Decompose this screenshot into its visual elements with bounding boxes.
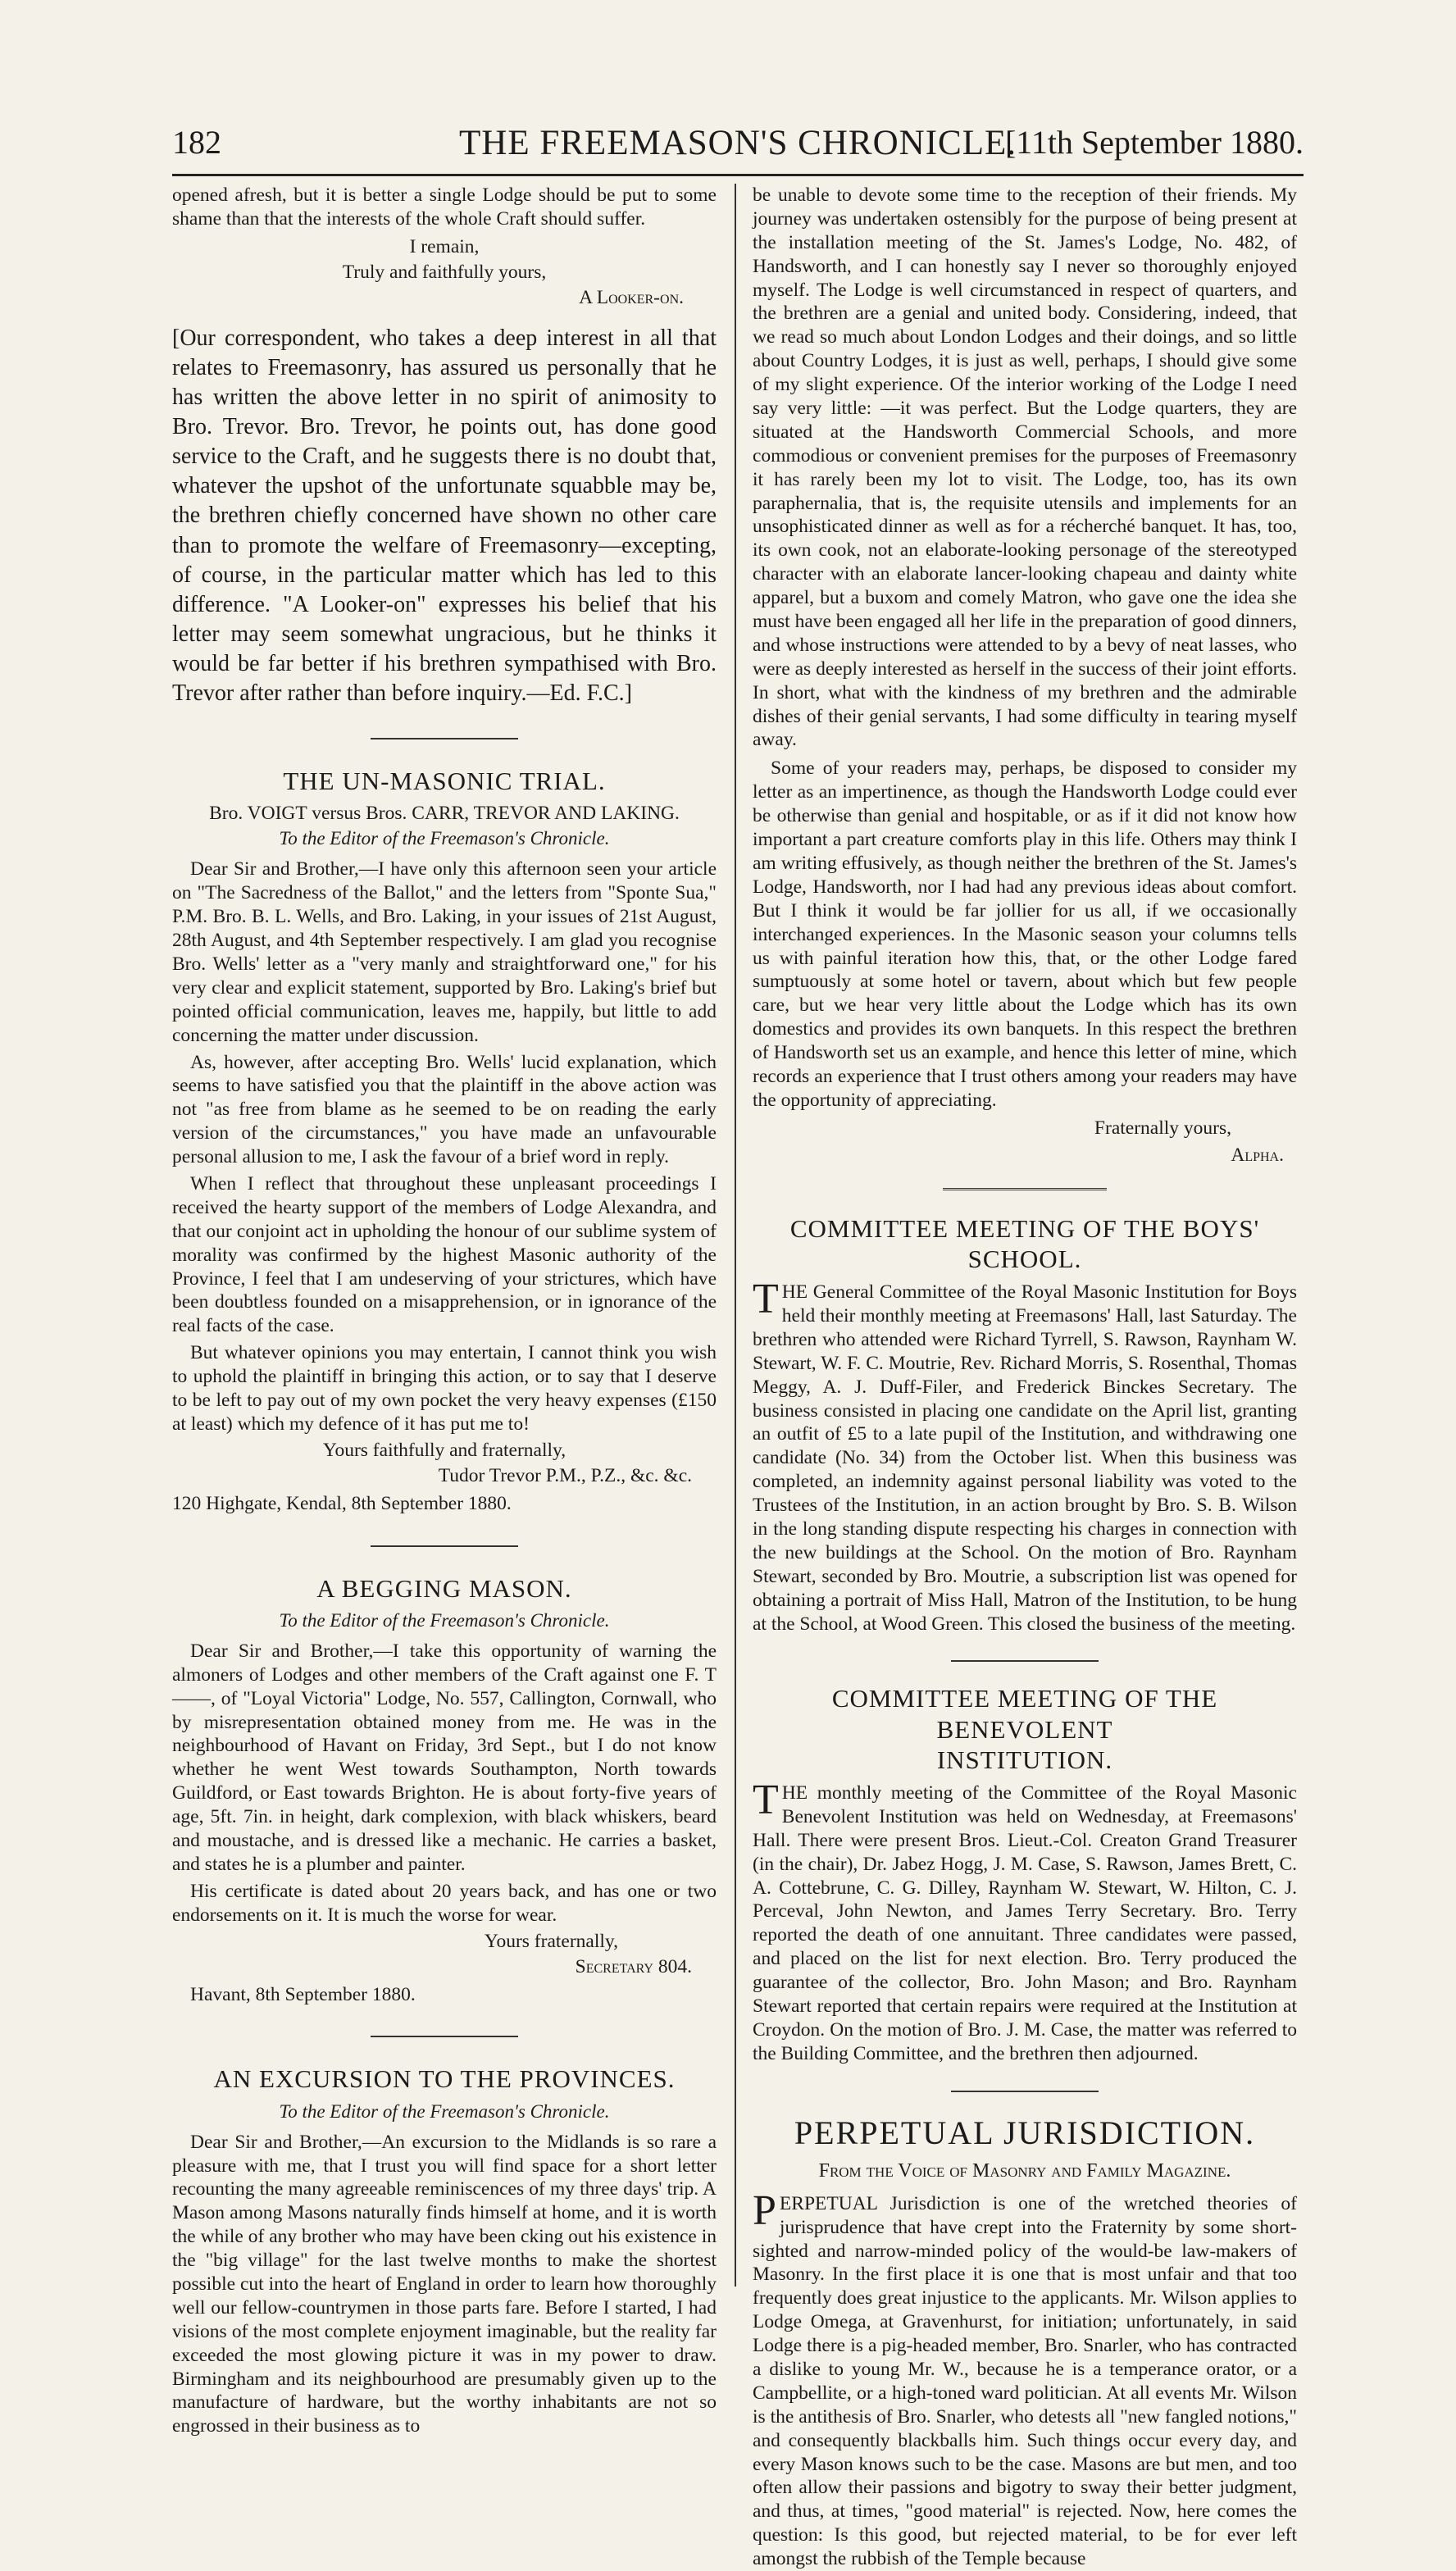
trial-heading: THE UN-MASONIC TRIAL. xyxy=(283,767,606,796)
excursion-continued-1: be unable to devote some time to the reception of their friends. My journey was undertaken ostensibly for the purpose of being present at the installation meeting of the St. James's Lodge, No. 482, of Handsworth, and I can honestly say I never so thoroughly enjoyed myself. The Lodge is well circumstanced in respect of quarters, and the brethren are a genial and united body. Considering, indeed, that we read so much about London Lodges and their doings, and so little about Country Lodges, it is just as well, perhaps, I should give some of my slight experience. Of the interior working of the Lodge I need say very little: —it was perfect. But the Lodge quarters, they are situated at the Handsworth Commercial Schools, and more commodious or convenient premises for the purposes of Freemasonry it has rarely been my lot to visit. The Lodge, too, has its own paraphernalia, that is, the requisite utensils and implements for an unsophisticated dinner as well as for a récherché banquet. It has, too, its own cook, not an elaborate-looking personage of the stereotyped character with an elaborate lancer-looking chapeau and dainty white apparel, but a buxom and comely Matron, who gave one the idea she must have been engaged all her life in the preparation of good dinners, and whose instructions were attended to by a bevy of neat lasses, who were as deeply interested as herself in the success of their joint efforts. In short, what with the kindness of my brethren and the admirable dishes of their genial servants, I had some difficulty in tearing myself away. xyxy=(753,184,1297,751)
letter-signature: A Looker-on. xyxy=(579,286,684,308)
benevolent-heading-line-2: INSTITUTION. xyxy=(936,1745,1113,1774)
masthead-rule xyxy=(172,174,1304,176)
excursion-signature: Alpha. xyxy=(1231,1144,1284,1166)
begging-paragraph-1: Dear Sir and Brother,—I take this opportunity of warning the almoners of Lodges and other members of the Craft against one F. T——, of "Loyal Victoria" Lodge, No. 557, Callington, Cornwall, who by misrepresentation obtained money from me. He was in the neighbourhood of Havant on Friday, 3rd Sept., but I do not know whether he went West towards Southampton, North towards Guildford, or East towards Brighton. He is about forty-five years of age, 5ft. 7in. in height, dark complexion, with black whiskers, beard and moustache, and is dressed like a mechanic. He carries a basket, and states he is a plumber and painter. xyxy=(172,1640,717,1875)
begging-closing: Yours fraternally, xyxy=(484,1930,618,1952)
right-column xyxy=(753,184,1297,2570)
newspaper-title: THE FREEMASON'S CHRONICLE. xyxy=(459,124,1017,162)
masthead xyxy=(172,123,1304,171)
perpetual-source: From the Voice of Masonry and Family Magazine. xyxy=(818,2159,1231,2182)
trial-to-editor: To the Editor of the Freemason's Chronicle. xyxy=(279,828,610,849)
begging-signature: Secretary 804. xyxy=(575,1955,692,1977)
section-divider xyxy=(943,1188,1107,1192)
trial-paragraph-4: But whatever opinions you may entertain, I cannot think you wish to uphold the plaintiff in bringing this action, or to say that I deserve to be left to pay out of my own pocket the very heavy expenses (£150 at least) which my defence of it has put me to! xyxy=(172,1342,717,1435)
page-number: 182 xyxy=(172,124,221,161)
trial-paragraph-3: When I reflect that throughout these unpleasant proceedings I received the hearty support of the members of Lodge Alexandra, and that our conjoint act in upholding the honour of our sublime system of morality was confirmed by the highest Masonic authority of the Province, I feel that I am undeserving of your strictures, which have been doubtless founded on a misapprehension, or in ignorance of the real facts of the case. xyxy=(172,1172,717,1337)
trial-paragraph-1: Dear Sir and Brother,—I have only this afternoon seen your article on "The Sacredness of the Ballot," and the letters from "Sponte Sua," P.M. Bro. B. L. Wells, and Bro. Laking, in your issues of 21st August, 28th August, and 4th September respectively. I am glad you recognise Bro. Wells' letter as a "very manly and straightforward one," for his very clear and explicit statement, supported by Bro. Laking's brief but pointed official communication, leaves me, happily, but little to add concerning the matter under discussion. xyxy=(172,858,717,1046)
column-divider xyxy=(735,184,736,2287)
begging-paragraph-2: His certificate is dated about 20 years back, and has one or two endorsements on it. It is much the worse for wear. xyxy=(172,1880,717,1926)
begging-heading: A BEGGING MASON. xyxy=(316,1573,572,1603)
excursion-heading: AN EXCURSION TO THE PROVINCES. xyxy=(213,2064,676,2094)
trial-closing: Yours faithfully and fraternally, xyxy=(322,1439,566,1461)
editor-note: [Our correspondent, who takes a deep interest in all that relates to Freemasonry, has assured us personally that he has written the above letter in no spirit of animosity to Bro. Trevor. Bro. Trevor, he points out, has done good service to the Craft, and he suggests there is no doubt that, whatever the upshot of the unfortunate squabble may be, the brethren chiefly concerned have shown no other care than to promote the welfare of Freemasonry—excepting, of course, in the particular matter which has led to this difference. "A Looker-on" expresses his belief that his letter may seem somewhat ungracious, but he thinks it would be far better if his brethren sympathised with Bro. Trevor after rather than before inquiry.—Ed. F.C.] xyxy=(172,325,717,707)
editor-note-block xyxy=(172,324,717,708)
looker-on-letter-end: opened afresh, but it is better a single Lodge should be put to some shame than that the interests of the whole Craft should suffer. xyxy=(172,184,717,230)
benevolent-heading-line-1: COMMITTEE MEETING OF THE BENEVOLENT xyxy=(831,1684,1218,1744)
excursion-paragraph-1: Dear Sir and Brother,—An excursion to the Midlands is so rare a pleasure with me, that I trust you will find space for a short letter recounting the many agreeable reminiscences of my three days' trip. A Mason among Masons naturally finds himself at home, and it is worth the while of any brother who may have been cking out his existence in the "big village" for the last twelve months to make the shortest possible cut into the heart of England in order to learn how thoroughly well our fellow-countrymen in those parts fare. Before I started, I had visions of the most complete enjoyment imaginable, but the reality far exceeded the most glowing picture it was in my power to draw. Birmingham and its neighbourhood are presumably given up to the manufacture of hardware, but the worthy inhabitants are not so engrossed in their business as to xyxy=(172,2131,717,2437)
boys-school-paragraph: THE General Committee of the Royal Masonic Institution for Boys held their monthly meeting at Freemasons' Hall, last Saturday. The brethren who attended were Richard Tyrrell, S. Rawson, Raynham W. Stewart, W. F. C. Moutrie, Rev. Richard Morris, S. Rosenthal, Thomas Meggy, A. J. Duff-Filer, and Frederick Binckes Secretary. The business consisted in placing one candidate on the April list, granting an outfit of £5 to a late pupil of the Institution, and withdrawing one candidate (No. 34) from the October list. When this business was completed, an indemnity against personal liability was voted to the Trustees of the Institution, in an action brought by Bro. S. B. Wilson in the long standing dispute respecting his charges in connection with the new buildings at the School. On the motion of Bro. Raynham Stewart, seconded by Bro. Moutrie, a subscription list was opened for obtaining a portrait of Miss Hall, Matron of the Institution, to be hung at the School, at Wood Green. This closed the business of the meeting. xyxy=(753,1276,1297,1635)
excursion-to-editor: To the Editor of the Freemason's Chronicle. xyxy=(279,2100,610,2122)
section-divider xyxy=(371,1545,518,1547)
begging-address: Havant, 8th September 1880. xyxy=(190,1983,416,2005)
trial-paragraph-2: As, however, after accepting Bro. Wells' lucid explanation, which seems to have satisfied you that the plaintiff in the above action was not "as free from blame as he seemed to be on reading the early version of the circumstances," you have made an unfavourable personal allusion to me, I ask the favour of a brief word in reply. xyxy=(172,1051,717,1168)
begging-to-editor: To the Editor of the Freemason's Chronicle. xyxy=(279,1609,610,1631)
letter-remain: I remain, xyxy=(409,235,480,257)
perpetual-paragraph: PERPETUAL Jurisdiction is one of the wretched theories of jurisprudence that have crept into the Fraternity by some short-sighted and narrow-minded policy of the would-be law-makers of Masonry. In the first place it is one that is most unfair and that too frequently does great injustice to the applicants. Mr. Wilson applies to Lodge Omega, at Gravenhurst, for initiation; unfortunately, in said Lodge there is a pig-headed member, Bro. Snarler, who has contracted a dislike to young Mr. W., because he is a temperance orator, or a Campbellite, or a high-toned ward politician. At all events Mr. Wilson is the antithesis of Bro. Snarler, who detests all "new fangled notions," and consequently blackballs him. Such things occur every day, and every Mason knows such to be the case. Masons are but men, and too often allow their passions and bigotry to sway their better judgment, and thus, at times, "good material" is rejected. Now, here comes the question: Is this good, but rejected material, to be for ever left amongst the rubbish of the Temple because xyxy=(753,2186,1297,2570)
letter-closing: Truly and faithfully yours, xyxy=(342,261,547,283)
benevolent-paragraph: THE monthly meeting of the Committee of the Royal Masonic Benevolent Institution was held on Wednesday, at Freemasons' Hall. There were present Bros. Lieut.-Col. Creaton Grand Treasurer (in the chair), Dr. Jabez Hogg, J. M. Case, S. Rawson, James Brett, C. A. Cottebrune, C. G. Dilley, Raynham W. Stewart, W. Hilton, C. J. Perceval, John Newton, and James Terry Secretary. Bro. Terry reported the death of one annuitant. Three candidates were passed, and placed on the list for next election. Bro. Terry produced the guarantee of the collector, Bro. John Mason; and Bro. Raynham Stewart reported that certain repairs were required at the Institution at Croydon. On the motion of Bro. J. M. Case, the matter was referred to the Building Committee, and the brethren then adjourned. xyxy=(753,1777,1297,2064)
excursion-closing: Fraternally yours, xyxy=(1094,1117,1231,1139)
excursion-continued-2: Some of your readers may, perhaps, be disposed to consider my letter as an impertinence, as though the Handsworth Lodge could ever be otherwise than genial and hospitable, or as if it did not know how important a part creature comforts play in this life. Others may think I am writing effusively, as though neither the brethren of the St. James's Lodge, Handsworth, nor I had had any previous ideas about comfort. But I think it would be far jollier for us all, if we occasionally interchanged experiences. In the Masonic season your columns tells us with painful iteration how this, that, or the other Lodge fared sumptuously at some hotel or tavern, about which but few people care, but we hear very little about the Lodge which has its own domestics and provides its own banquets. In this respect the brethren of Handsworth set us an example, and hence this letter of mine, which records an experience that I trust others among your readers may have the opportunity of appreciating. xyxy=(753,758,1297,1111)
left-column xyxy=(172,184,717,2437)
trial-address: 120 Highgate, Kendal, 8th September 1880. xyxy=(172,1492,512,1514)
section-divider xyxy=(371,738,518,739)
perpetual-heading: PERPETUAL JURISDICTION. xyxy=(794,2114,1256,2151)
boys-school-heading: COMMITTEE MEETING OF THE BOYS' SCHOOL. xyxy=(789,1213,1260,1273)
trial-subhead: Bro. VOIGT versus Bros. CARR, TREVOR AND LAKING. xyxy=(209,803,680,825)
trial-signature: Tudor Trevor P.M., P.Z., &c. &c. xyxy=(438,1464,692,1486)
issue-date: [11th September 1880. xyxy=(1004,124,1304,161)
section-divider xyxy=(951,1660,1099,1662)
section-divider xyxy=(371,2036,518,2037)
section-divider xyxy=(951,2091,1099,2092)
